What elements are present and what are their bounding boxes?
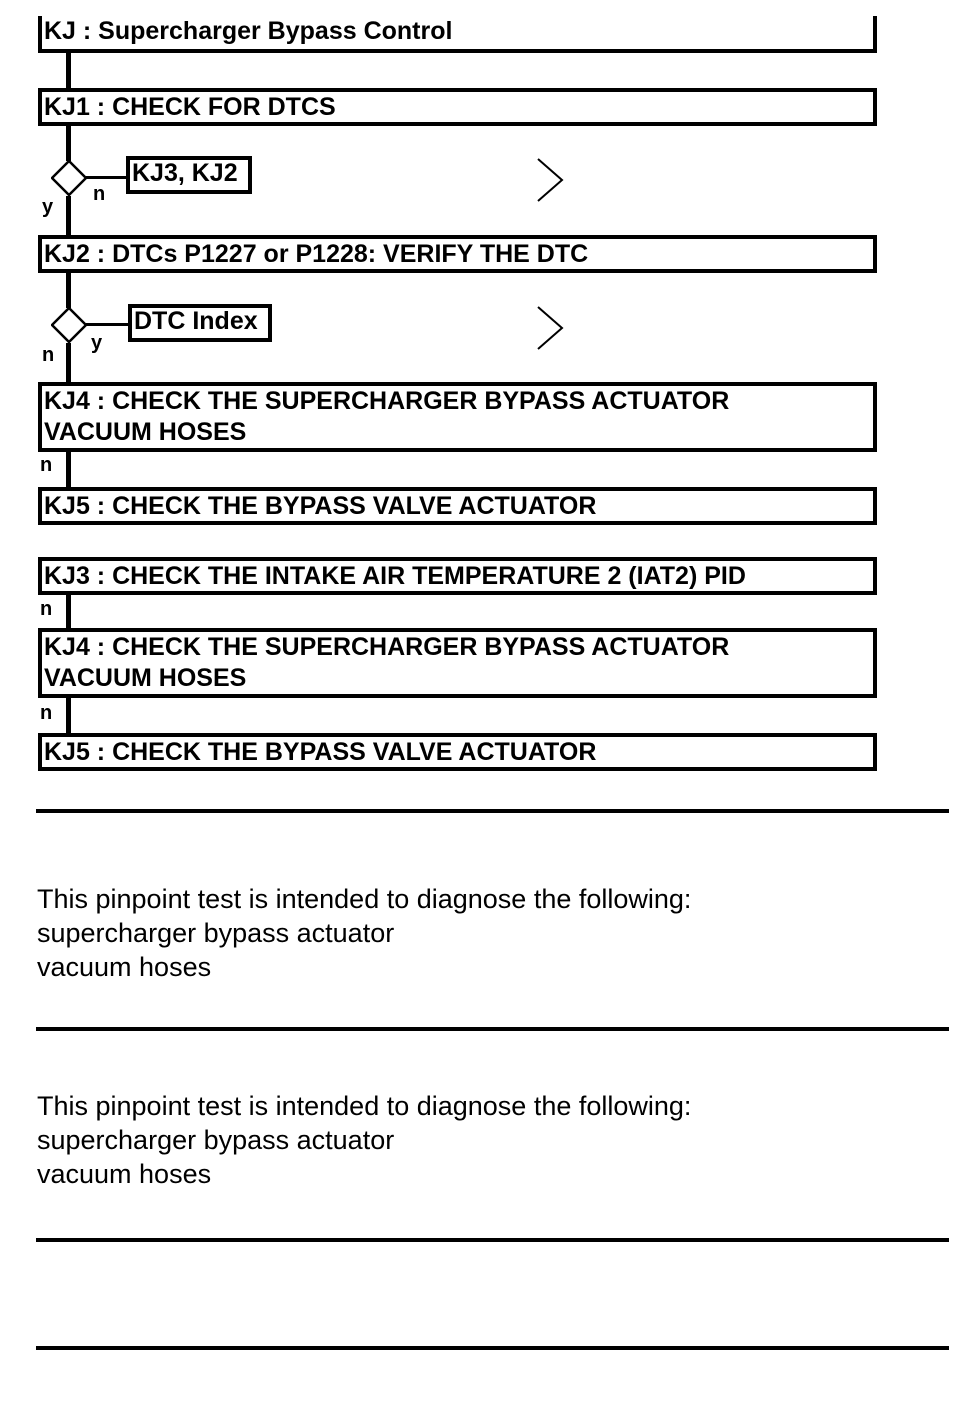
section-1-intro: This pinpoint test is intended to diagnose the following:: [37, 884, 692, 914]
step-kj3[interactable]: [38, 557, 877, 595]
section-divider: [36, 1238, 949, 1242]
connector-line: [66, 594, 71, 630]
section-1-item: vacuum hoses: [37, 952, 212, 982]
decision2-no-label: n: [42, 344, 55, 366]
branch-line: [86, 176, 128, 179]
step-kj4-a[interactable]: [38, 382, 877, 452]
section-divider: [36, 809, 949, 813]
step-kj2[interactable]: [38, 235, 877, 273]
step-kj5-b-label: KJ5 : CHECK THE BYPASS VALVE ACTUATOR: [44, 738, 597, 766]
section-2-intro: This pinpoint test is intended to diagnose the following:: [37, 1091, 692, 1121]
decision-diamond-icon: [51, 160, 87, 196]
section-1-item: supercharger bypass actuator: [37, 918, 395, 948]
section-2-item: vacuum hoses: [37, 1159, 212, 1189]
section-divider: [36, 1346, 949, 1350]
connector-line: [66, 451, 71, 489]
decision1-yes-label: y: [42, 196, 54, 218]
step-kj2-label: KJ2 : DTCs P1227 or P1228: VERIFY THE DTC: [44, 240, 589, 268]
connector-line: [66, 272, 71, 308]
flowchart-title-text: KJ : Supercharger Bypass Control: [44, 17, 453, 45]
step-kj1[interactable]: [38, 88, 877, 126]
branch-line: [86, 323, 130, 326]
step-kj4-b-line2: VACUUM HOSES: [44, 664, 247, 692]
connector-line: [66, 697, 71, 735]
connector-line: [66, 125, 71, 161]
step-kj5-a-label: KJ5 : CHECK THE BYPASS VALVE ACTUATOR: [44, 492, 597, 520]
connector-c-label: n: [40, 702, 53, 724]
step-kj4-b[interactable]: [38, 628, 877, 698]
section-divider: [36, 1027, 949, 1031]
decision-diamond-icon: [51, 307, 87, 343]
section-1: [37, 882, 937, 984]
connector-b-label: n: [40, 598, 53, 620]
flowchart-title: [38, 16, 877, 53]
connector-line: [66, 52, 71, 90]
step-kj1-label: KJ1 : CHECK FOR DTCS: [44, 93, 336, 121]
decision2-yes-label: y: [91, 332, 103, 354]
link-kj3-kj2[interactable]: [126, 156, 252, 194]
step-kj4-a-line2: VACUUM HOSES: [44, 418, 247, 446]
step-kj4-b-line1: KJ4 : CHECK THE SUPERCHARGER BYPASS ACTUATOR: [44, 633, 730, 661]
step-kj5-a[interactable]: [38, 487, 877, 525]
connector-line: [66, 343, 71, 385]
link-dtc-index-label: DTC Index: [134, 307, 258, 335]
chevron-right-icon[interactable]: [535, 157, 565, 203]
link-dtc-index[interactable]: [128, 304, 272, 342]
section-2: [37, 1089, 937, 1191]
decision1-no-label: n: [93, 183, 106, 205]
section-2-item: supercharger bypass actuator: [37, 1125, 395, 1155]
connector-line: [66, 196, 71, 238]
connector-a-label: n: [40, 454, 53, 476]
step-kj5-b[interactable]: [38, 733, 877, 771]
step-kj4-a-line1: KJ4 : CHECK THE SUPERCHARGER BYPASS ACTUATOR: [44, 387, 730, 415]
chevron-right-icon[interactable]: [535, 305, 565, 351]
step-kj3-label: KJ3 : CHECK THE INTAKE AIR TEMPERATURE 2 (IAT2) PID: [44, 562, 746, 590]
link-kj3-kj2-label: KJ3, KJ2: [132, 159, 238, 187]
